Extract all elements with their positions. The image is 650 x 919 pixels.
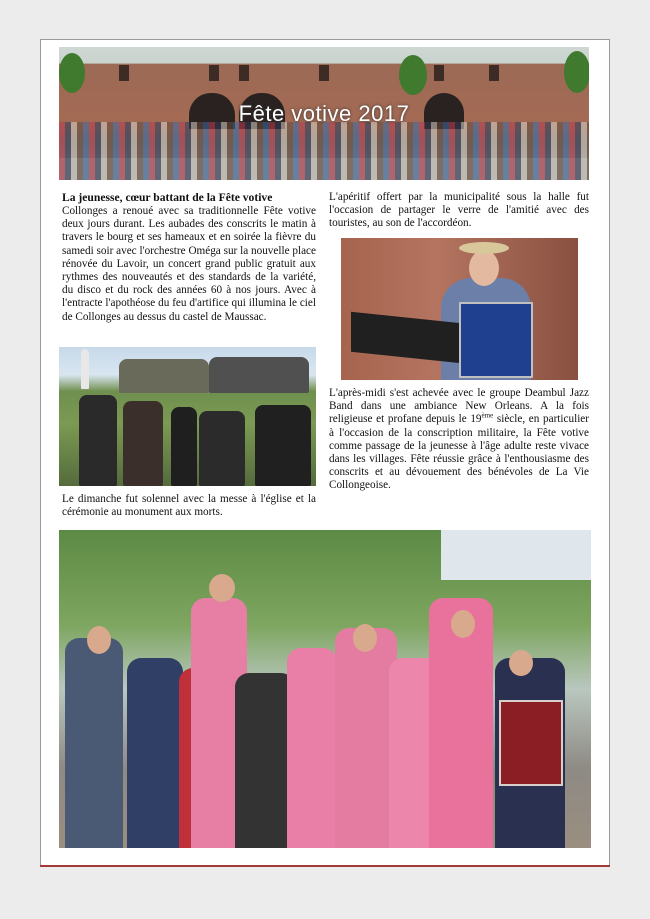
mass-ceremony-photo [59,347,316,486]
aperitif-paragraph: L'apéritif offert par la municipalité sous la halle fut l'occasion de partager le verre de l'amitié avec des touristes, au son de l'accordéon. [329,191,589,230]
jazz-band-photo [59,530,591,848]
article-heading: La jeunesse, cœur battant de la Fête votive [62,191,273,204]
accordion-player-photo [341,238,578,380]
bottom-rule [40,865,610,867]
intro-paragraph: Collonges a renoué avec sa traditionnelle Fête votive deux jours durant. Les aubades des conscrits le matin à travers le bourg et ses hameaux et en soirée la fièvre du samedi soir avec l'orchestre Oméga sur la nouvelle place rénovée du Lavoir, un concert grand public gratuit aux rythmes des nouveautés et des standards de la variété, du disco et du rock des années 60 à nos jours. Avec à l'entracte l'apothéose du feu d'artifice qui illumina le ciel de Collonges au dessus du castel de Maussac. [62,205,316,323]
banner-photo [59,47,589,180]
afternoon-paragraph: L'après-midi s'est achevée avec le groupe Deambul Jazz Band dans une ambiance New Orleans. A la fois religieuse et profane depuis le 19ème siècle, en particulier à l'occasion de la conscription militaire, la Fête votive comme passage de la jeunesse à l'âge adulte reste vivace dans les villages. Fête réussie grâce à l'enthousiasme des conscrits et au dévouement des bénévoles de La Vie Collongeoise. [329,387,589,492]
century-superscript: ème [481,411,494,420]
mass-caption: Le dimanche fut solennel avec la messe à l'église et la cérémonie au monument aux morts. [62,493,316,519]
banner-title: Fête votive 2017 [238,101,410,126]
